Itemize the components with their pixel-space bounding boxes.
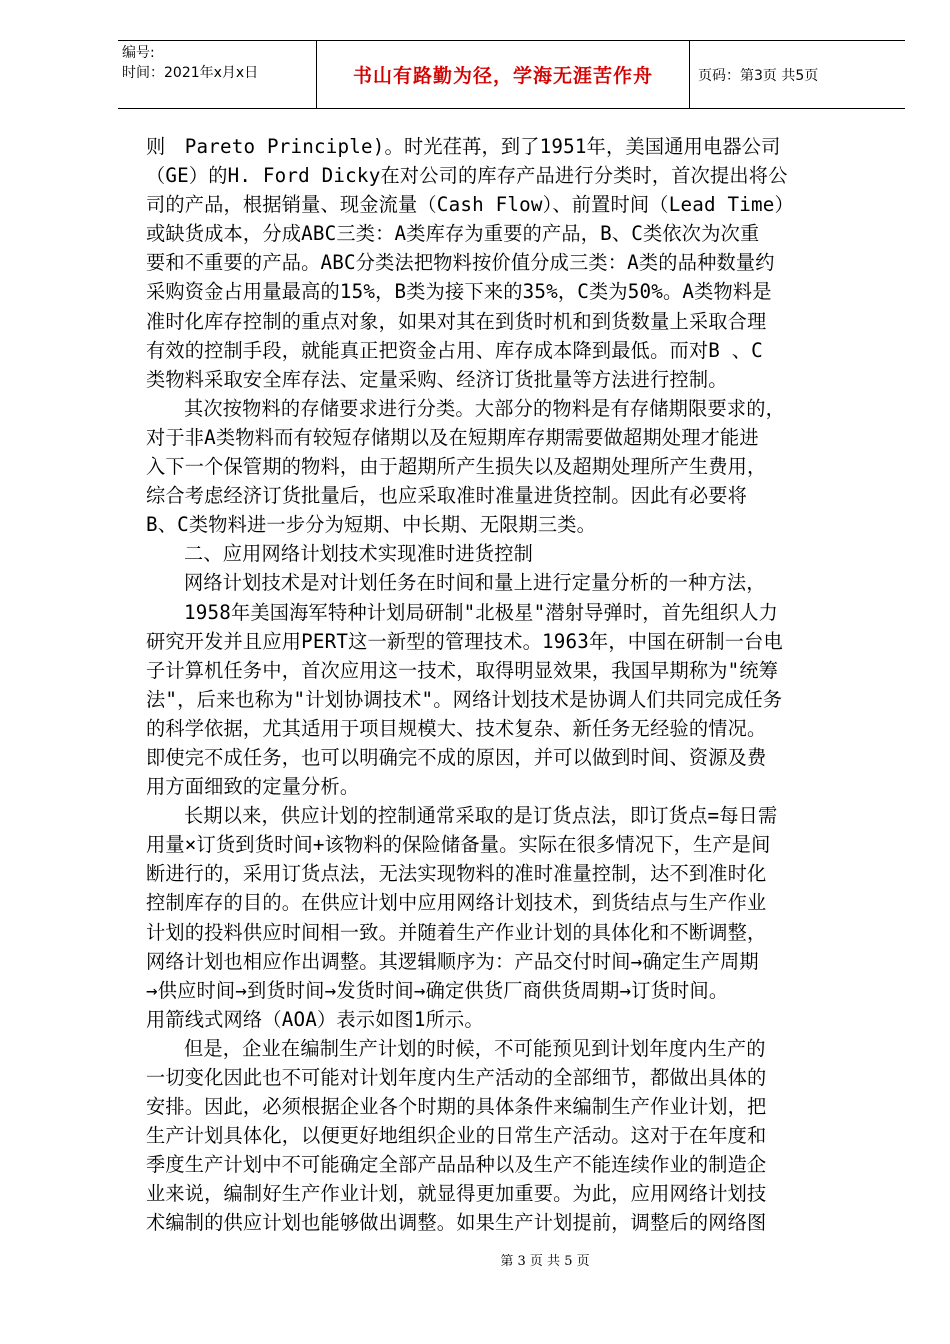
body-text-line: 的科学依据，尤其适用于项目规模大、技术复杂、新任务无经验的情况。 (146, 716, 767, 740)
body-text-line: 有效的控制手段，就能真正把资金占用、库存成本降到最低。而对B 、C (146, 338, 763, 362)
body-text-line: 则 Pareto Principle)。时光荏苒，到了1951年，美国通用电器公司 (146, 135, 781, 158)
body-text-line: 用量×订货到货时间+该物料的保险储备量。实际在很多情况下，生产是间 (146, 833, 771, 857)
body-text-line: 网络计划技术是对计划任务在时间和量上进行定量分析的一种方法， (184, 571, 766, 595)
body-text-line: 即使完不成任务，也可以明确完不成的原因，并可以做到时间、资源及费 (146, 745, 767, 769)
body-text-line: 但是，企业在编制生产计划的时候，不可能预见到计划年度内生产的 (184, 1036, 766, 1060)
body-text-line: 生产计划具体化，以便更好地组织企业的日常生产活动。这对于在年度和 (146, 1124, 767, 1148)
body-text-line: 子计算机任务中，首次应用这一技术，取得明显效果，我国早期称为"统筹 (146, 658, 779, 682)
body-text-line: 综合考虑经济订货批量后，也应采取准时准量进货控制。因此有必要将 (146, 484, 748, 508)
body-text-line: 司的产品，根据销量、现金流量（Cash Flow）、前置时间（Lead Time） (146, 193, 794, 217)
header-meta (118, 41, 316, 108)
body-text-line: →供应时间→到货时间→发货时间→确定供货厂商供货周期→订货时间。 (146, 978, 729, 1002)
body-text-line: 业来说，编制好生产作业计划，就显得更加重要。为此，应用网络计划技 (146, 1182, 767, 1206)
header-number-label: 编号: (122, 45, 155, 61)
body-text-line: 安排。因此，必须根据企业各个时期的具体条件来编制生产作业计划，把 (146, 1095, 767, 1119)
body-text-line: 法"，后来也称为"计划协调技术"。网络计划技术是协调人们共同完成任务 (146, 687, 783, 711)
body-text-line: 1958年美国海军特种计划局研制"北极星"潜射导弹时，首先组织人力 (184, 600, 778, 624)
body-text-line: 断进行的，采用订货点法，无法实现物料的准时准量控制，达不到准时化 (146, 862, 767, 886)
body-text-line: 长期以来，供应计划的控制通常采取的是订货点法，即订货点=每日需 (184, 804, 778, 828)
body-text-line: 要和不重要的产品。ABC分类法把物料按价值分成三类：A类的品种数量约 (146, 251, 775, 275)
body-text-line: 准时化库存控制的重点对象，如果对其在到货时机和到货数量上采取合理 (146, 309, 767, 333)
footer-page-number: 第 3 页 共 5 页 (500, 1254, 590, 1269)
body-text-line: 术编制的供应计划也能够做出调整。如果生产计划提前，调整后的网络图 (146, 1211, 767, 1235)
body-text-line: 计划的投料供应时间相一致。并随着生产作业计划的具体化和不断调整， (146, 920, 767, 944)
body-text-line: 二、应用网络计划技术实现准时进货控制 (184, 542, 533, 566)
body-text-line: 控制库存的目的。在供应计划中应用网络计划技术，到货结点与生产作业 (146, 891, 767, 915)
body-text-line: 一切变化因此也不可能对计划年度内生产活动的全部细节，都做出具体的 (146, 1066, 767, 1089)
body-text-line: 类物料采取安全库存法、定量采购、经济订货批量等方法进行控制。 (146, 367, 728, 391)
body-text-line: 采购资金占用量最高的15%，B类为接下来的35%，C类为50%。A类物料是 (146, 280, 772, 304)
body-text-line: 入下一个保管期的物料，由于超期所产生损失以及超期处理所产生费用， (146, 455, 767, 479)
body-text-line: （GE）的H. Ford Dicky在对公司的库存产品进行分类时，首次提出将公 (146, 164, 788, 188)
header-page-info: 页码：第3页 共5页 (698, 67, 819, 84)
header-motto: 书山有路勤为径，学海无涯苦作舟 (316, 41, 690, 108)
body-text-line: 网络计划也相应作出调整。其逻辑顺序为：产品交付时间→确定生产周期 (146, 949, 759, 973)
body-text-line: 用方面细致的定量分析。 (146, 775, 360, 799)
body-text-line: 研究开发并且应用PERT这一新型的管理技术。1963年，中国在研制一台电 (146, 629, 783, 653)
document-header (118, 40, 905, 109)
page-footer (0, 1250, 950, 1269)
document-body (146, 132, 876, 1238)
body-text-line: 其次按物料的存储要求进行分类。大部分的物料是有存储期限要求的， (184, 396, 786, 420)
body-text-line: B、C类物料进一步分为短期、中长期、无限期三类。 (146, 513, 597, 537)
body-text-line: 季度生产计划中不可能确定全部产品品种以及生产不能连续作业的制造企 (146, 1153, 767, 1177)
body-text-line: 或缺货成本，分成ABC三类：A类库存为重要的产品，B、C类依次为次重 (146, 222, 760, 246)
body-text-line: 对于非A类物料而有较短存储期以及在短期库存期需要做超期处理才能进 (146, 425, 759, 449)
header-time-label: 时间：2021年x月x日 (122, 65, 259, 81)
body-text-line: 用箭线式网络（AOA）表示如图1所示。 (146, 1007, 484, 1031)
